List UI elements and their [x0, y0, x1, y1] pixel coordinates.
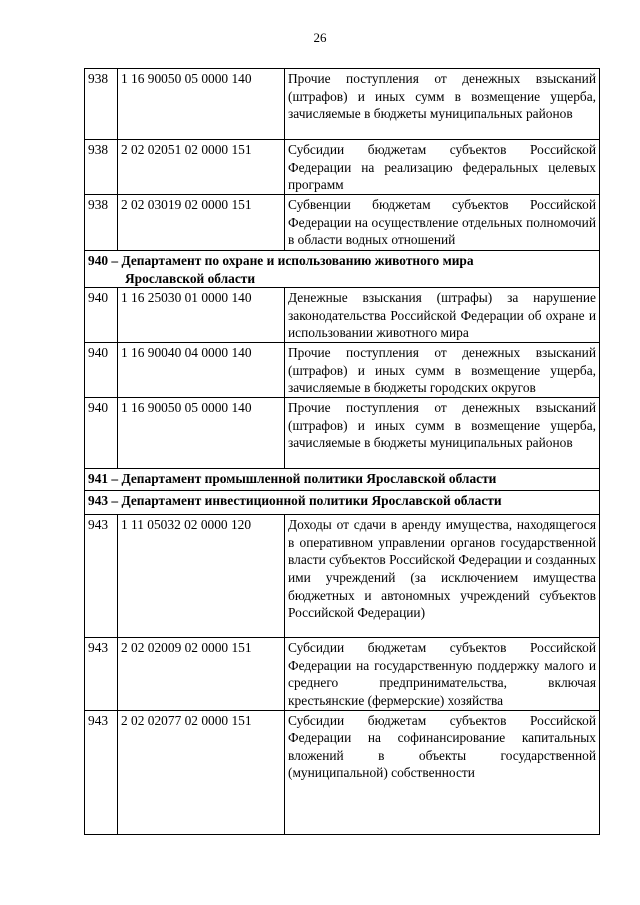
description-cell: Субсидии бюджетам субъектов Российской Федерации на реализацию федеральных целевых программ	[285, 140, 600, 195]
department-header-row	[85, 491, 600, 515]
budget-code-cell: 1 16 25030 01 0000 140	[118, 288, 285, 343]
description-cell: Прочие поступления от денежных взысканий (штрафов) и иных сумм в возмещение ущерба, зачисляемые в бюджеты муниципальных районов	[285, 398, 600, 469]
page-number: 26	[313, 30, 327, 45]
budget-code-cell: 2 02 03019 02 0000 151	[118, 195, 285, 251]
table-row	[85, 638, 600, 710]
budget-code-cell: 2 02 02077 02 0000 151	[118, 710, 285, 834]
table-row	[85, 69, 600, 140]
department-header-row	[85, 251, 600, 288]
admin-code-cell: 943	[85, 515, 118, 638]
revenue-codes-table	[84, 68, 600, 835]
description-cell: Доходы от сдачи в аренду имущества, находящегося в оперативном управлении органов государственной власти субъектов Российской Федерации и созданных ими учреждений (за исключением имущества бюджетных и автономных учреждений субъектов Российской Федерации)	[285, 515, 600, 638]
table-row	[85, 398, 600, 469]
description-cell: Прочие поступления от денежных взысканий (штрафов) и иных сумм в возмещение ущерба, зачисляемые в бюджеты муниципальных районов	[285, 69, 600, 140]
admin-code-cell: 938	[85, 195, 118, 251]
department-heading: 941 – Департамент промышленной политики Ярославской области	[85, 469, 600, 491]
admin-code-cell: 940	[85, 398, 118, 469]
admin-code-cell: 940	[85, 343, 118, 398]
budget-code-cell: 1 16 90050 05 0000 140	[118, 69, 285, 140]
budget-code-cell: 1 11 05032 02 0000 120	[118, 515, 285, 638]
budget-code-cell: 2 02 02009 02 0000 151	[118, 638, 285, 710]
description-cell: Субсидии бюджетам субъектов Российской Федерации на государственную поддержку малого и среднего предпринимательства, включая крестьянские (фермерские) хозяйства	[285, 638, 600, 710]
department-heading-line2: Ярославской области	[125, 270, 256, 286]
description-cell: Прочие поступления от денежных взысканий (штрафов) и иных сумм в возмещение ущерба, зачисляемые в бюджеты городских округов	[285, 343, 600, 398]
department-header-row	[85, 469, 600, 491]
department-heading: 943 – Департамент инвестиционной политики Ярославской области	[85, 491, 600, 515]
description-cell: Денежные взыскания (штрафы) за нарушение законодательства Российской Федерации об охране и использовании животного мира	[285, 288, 600, 343]
department-heading-line1: 940 – Департамент по охране и использованию животного мира	[88, 253, 474, 268]
table-row	[85, 288, 600, 343]
budget-code-cell: 1 16 90050 05 0000 140	[118, 398, 285, 469]
table-row	[85, 515, 600, 638]
description-cell: Субвенции бюджетам субъектов Российской Федерации на осуществление отдельных полномочий в области водных отношений	[285, 195, 600, 251]
admin-code-cell: 943	[85, 638, 118, 710]
table-row	[85, 140, 600, 195]
admin-code-cell: 938	[85, 140, 118, 195]
admin-code-cell: 940	[85, 288, 118, 343]
table-row	[85, 710, 600, 834]
admin-code-cell: 938	[85, 69, 118, 140]
budget-code-cell: 2 02 02051 02 0000 151	[118, 140, 285, 195]
table-body	[85, 69, 600, 835]
table-row	[85, 195, 600, 251]
budget-code-cell: 1 16 90040 04 0000 140	[118, 343, 285, 398]
department-heading	[85, 251, 600, 288]
admin-code-cell: 943	[85, 710, 118, 834]
description-cell: Субсидии бюджетам субъектов Российской Федерации на софинансирование капитальных вложений в объекты государственной (муниципальной) собственности	[285, 710, 600, 834]
table-row	[85, 343, 600, 398]
